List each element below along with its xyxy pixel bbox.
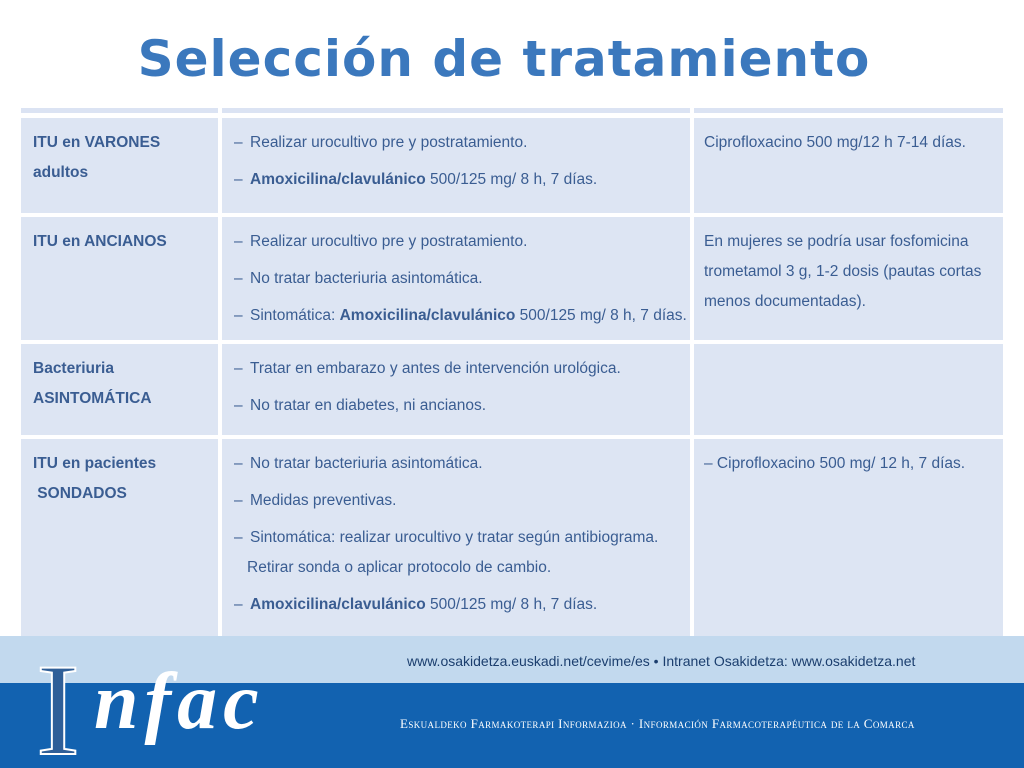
slide-title: Selección de tratamiento	[137, 30, 871, 88]
footer-urls: www.osakidetza.euskadi.net/cevime/es • Intranet Osakidetza: www.osakidetza.net	[407, 653, 916, 669]
bullet-line: – No tratar bacteriuria asintomática.	[234, 455, 483, 472]
row-label-cell	[21, 439, 218, 636]
row-label-cell	[21, 344, 218, 435]
table-top-strip	[694, 108, 1003, 113]
row-recommendations-cell	[222, 118, 690, 213]
bullet-line: – No tratar bacteriuria asintomática.	[234, 270, 483, 287]
table-top-strip	[222, 108, 690, 113]
bullet-line: – Realizar urocultivo pre y postratamiento.	[234, 134, 528, 151]
row-label-line: ASINTOMÁTICA	[33, 390, 152, 407]
row-label-line: SONDADOS	[33, 485, 127, 502]
footer-tagline: Eskualdeko Farmakoterapi Informazioa · Información Farmacoterapéutica de la Comarca	[400, 716, 915, 731]
bullet-line: – Amoxicilina/clavulánico 500/125 mg/ 8 h, 7 días.	[234, 596, 598, 613]
svg-text:nfac: nfac	[94, 658, 265, 746]
alternative-line: – Ciprofloxacino 500 mg/ 12 h, 7 días.	[704, 455, 966, 472]
table-row-ancianos	[21, 217, 1003, 340]
row-label-line: ITU en ANCIANOS	[33, 233, 167, 250]
footer-banner	[0, 636, 1024, 768]
row-recommendations-cell	[222, 344, 690, 435]
bullet-continuation: Retirar sonda o aplicar protocolo de cambio.	[247, 559, 552, 576]
bullet-line: – Sintomática: realizar urocultivo y tratar según antibiograma.	[234, 529, 659, 546]
table-row-bacteriuria	[21, 344, 1003, 435]
alternative-line: trometamol 3 g, 1-2 dosis (pautas cortas	[704, 263, 982, 280]
row-alternative-cell	[694, 118, 1003, 213]
table-row-varones	[21, 118, 1003, 213]
row-alternative-cell	[694, 217, 1003, 340]
bullet-line: – Realizar urocultivo pre y postratamiento.	[234, 233, 528, 250]
alternative-line: Ciprofloxacino 500 mg/12 h 7-14 días.	[704, 134, 966, 151]
row-label-line: Bacteriuria	[33, 360, 114, 377]
treatment-table	[21, 108, 1003, 636]
bullet-line: – Sintomática: Amoxicilina/clavulánico 500/125 mg/ 8 h, 7 días.	[234, 307, 687, 324]
row-label-line: adultos	[33, 164, 89, 181]
bullet-line: – Amoxicilina/clavulánico 500/125 mg/ 8 h, 7 días.	[234, 171, 598, 188]
bullet-line: – No tratar en diabetes, ni ancianos.	[234, 397, 487, 414]
row-label-cell	[21, 217, 218, 340]
table-row-sondados	[21, 439, 1003, 636]
row-recommendations-cell	[222, 439, 690, 636]
row-label-cell	[21, 118, 218, 213]
row-recommendations-cell	[222, 217, 690, 340]
bullet-line: – Medidas preventivas.	[234, 492, 397, 509]
table-top-strip	[21, 108, 218, 113]
row-label-line: ITU en VARONES	[33, 134, 161, 151]
infac-logo	[36, 646, 336, 761]
row-label-line: ITU en pacientes	[33, 455, 157, 472]
bullet-line: – Tratar en embarazo y antes de intervención urológica.	[234, 360, 621, 377]
alternative-line: En mujeres se podría usar fosfomicina	[704, 233, 969, 250]
row-alternative-cell	[694, 344, 1003, 435]
row-alternative-cell	[694, 439, 1003, 636]
alternative-line: menos documentadas).	[704, 293, 866, 310]
svg-text:I: I	[36, 646, 80, 761]
